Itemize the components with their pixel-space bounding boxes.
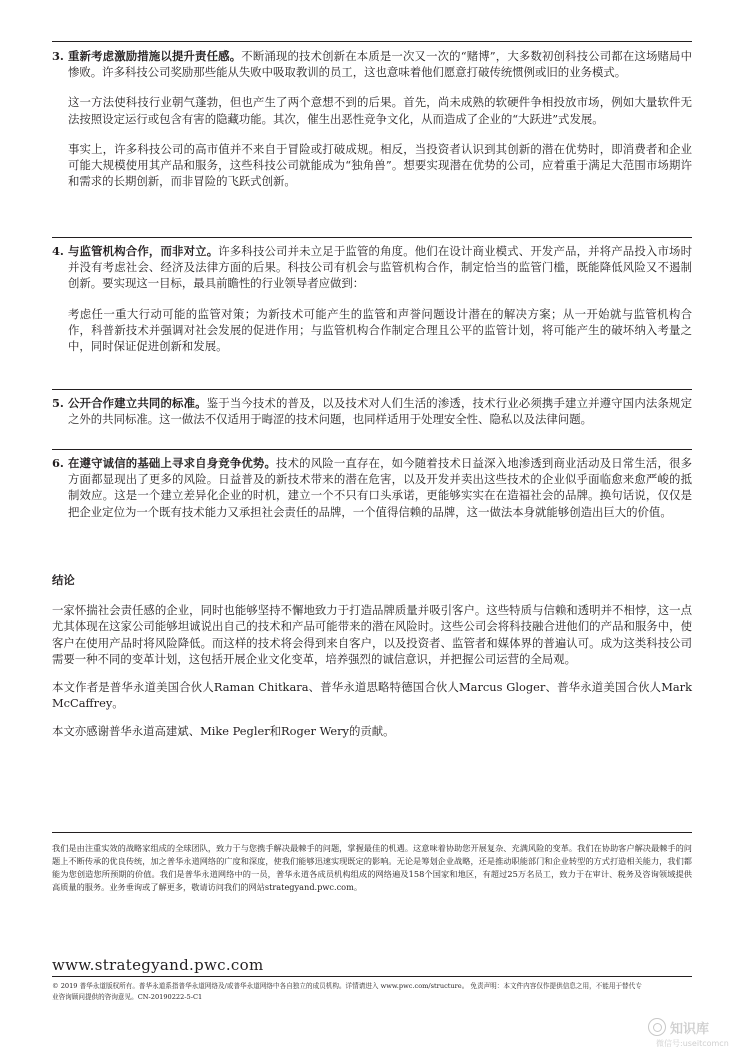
footer-url[interactable]: www.strategyand.pwc.com xyxy=(52,956,264,974)
footer-rule xyxy=(52,976,692,977)
item-number: 4. xyxy=(52,244,64,258)
conclusion-paragraph: 一家怀揣社会责任感的企业，同时也能够坚持不懈地致力于打造品牌质量并吸引客户。这些特质与信赖和透明并不相悖，这一点尤其体现在这家公司能够坦诚说出自己的技术和产品可能带来的潜在风险时。这些公司会将科技融合进他们的产品和服务中，使客户在使用产品时将风险降低。而这样的技术将会得到来自客户，以及投资者、监管者和媒体界的普遍认可。成为这类科技公司需要一种不同的变革计划，这包括开展企业文化变革，培养强烈的诚信意识，并把握公司运营的全局观。 xyxy=(52,603,692,666)
section-divider xyxy=(52,237,692,238)
item-heading: 与监管机构合作，而非对立。 xyxy=(68,244,219,258)
watermark xyxy=(648,1018,744,1052)
numbered-item-4 xyxy=(52,243,692,354)
section-divider xyxy=(52,389,692,390)
acknowledgement-paragraph: 本文亦感谢普华永道高建斌、Mike Pegler和Roger Wery的贡献。 xyxy=(52,724,395,739)
item-heading: 在遵守诚信的基础上寻求自身竞争优势。 xyxy=(68,456,277,470)
item-heading: 公开合作建立共同的标准。 xyxy=(68,396,207,410)
wechat-logo-icon xyxy=(648,1018,666,1036)
item-paragraph: 考虑任一重大行动可能的监管对策；为新技术可能产生的监管和声誉问题设计潜在的解决方案；从一开始就与监管机构合作，科普新技术并强调对社会发展的促进作用；与监管机构合作制定合理且公平的监管计划，将可能产生的破坏纳入考量之中，同时保证促进创新和发展。 xyxy=(68,306,692,354)
item-paragraph: 重新考虑激励措施以提升责任感。不断涌现的技术创新在本质是一次又一次的“赌博”，大多数初创科技公司都在这场赌局中惨败。许多科技公司奖励那些能从失败中吸取教训的员工，这也意味着他们愿意打破传统惯例或旧的业务模式。 xyxy=(68,49,692,80)
item-paragraph: 与监管机构合作，而非对立。许多科技公司并未立足于监管的角度。他们在设计商业模式、开发产品，并将产品投入市场时并没有考虑社会、经济及法律方面的后果。科技公司有机会与监管机构合作，制定恰当的监管门槛，既能降低风险又不遏制创新。要实现这一目标，最具前瞻性的行业领导者应做到： xyxy=(68,244,692,291)
item-paragraph: 公开合作建立共同的标准。鉴于当今技术的普及，以及技术对人们生活的渗透，技术行业必须携手建立并遵守国内法条规定之外的共同标准。这一做法不仅适用于晦涩的技术问题，也同样适用于处理安全性、隐私以及法律问题。 xyxy=(68,396,692,427)
authors-paragraph: 本文作者是普华永道美国合伙人Raman Chitkara、普华永道思略特德国合伙人Marcus Gloger、普华永道美国合伙人Mark McCaffrey。 xyxy=(52,680,692,711)
top-rule xyxy=(52,41,692,42)
item-paragraph: 在遵守诚信的基础上寻求自身竞争优势。技术的风险一直存在，如今随着技术日益深入地渗透到商业活动及日常生活，很多方面都显现出了更多的风险。日益普及的新技术带来的潜在危害，以及开发并卖出这些技术的企业似乎面临愈来愈严峻的抵制效应。这是一个建立差异化企业的时机，建立一个不只有口头承诺，更能够实实在在造福社会的品牌。换句话说，仅仅是把企业定位为一个既有技术能力又承担社会责任的品牌，一个值得信赖的品牌，这一做法本身就能够创造出巨大的价值。 xyxy=(68,456,692,519)
conclusion-section xyxy=(52,572,692,740)
item-number: 3. xyxy=(52,49,64,63)
watermark-title: 知识库 xyxy=(670,1022,710,1037)
item-heading: 重新考虑激励措施以提升责任感。 xyxy=(68,49,242,63)
numbered-item-6 xyxy=(52,455,692,520)
section-divider xyxy=(52,449,692,450)
about-rule xyxy=(52,832,692,833)
numbered-item-5 xyxy=(52,395,692,427)
item-number: 6. xyxy=(52,456,64,470)
item-number: 5. xyxy=(52,396,64,410)
about-paragraph: 我们是由注重实效的战略家组成的全球团队，致力于与您携手解决最棘手的问题，掌握最佳的机遇。这意味着协助您开展复杂、充满风险的变革。我们在协助客户解决最棘手的问题上不断传承的优良传统，加之普华永道网络的广度和深度，使我们能够迅速实现既定的影响。无论是筹划企业战略，还是推动职能部门和企业转型的方式打造相关能力，我们都能为您创造您所预期的价值。我们是普华永道网络中的一员，普华永道各成员机构组成的网络遍及158个国家和地区，有超过25万名员工，致力于在审计、税务及咨询领域提供高质量的服务。业务垂询或了解更多，敬请访问我们的网站strategyand.pwc.com。 xyxy=(52,843,692,892)
copyright-text: © 2019 普华永道版权所有。普华永道系指普华永道网络及/或普华永道网络中各自独立的成员机构。详情请进入 www.pwc.com/structure。 免责声明：本文件内容仅作提供信息之用，不能用于替代专业咨询顾问提供的咨询意见。CN-20190222-5-C1 xyxy=(52,982,642,1001)
item-paragraph: 这一方法使科技行业朝气蓬勃，但也产生了两个意想不到的后果。首先，尚未成熟的软硬件争相投放市场，例如大量软件无法按照设定运行或包含有害的隐藏功能。其次，催生出恶性竞争文化，从而造成了企业的“大跃进”式发展。 xyxy=(68,95,692,126)
watermark-subtitle: 微信号:useitcomcn xyxy=(656,1039,729,1048)
conclusion-heading: 结论 xyxy=(52,573,75,587)
numbered-item-3 xyxy=(52,48,692,189)
item-paragraph: 事实上，许多科技公司的高市值并不来自于冒险或打破成规。相反，当投资者认识到其创新的潜在优势时，即消费者和企业可能大规模使用其产品和服务，这些科技公司就能成为“独角兽”。想要实现潜在优势的公司，应着重于满足大范围市场期许和需求的长期创新，而非冒险的飞跃式创新。 xyxy=(68,141,692,189)
